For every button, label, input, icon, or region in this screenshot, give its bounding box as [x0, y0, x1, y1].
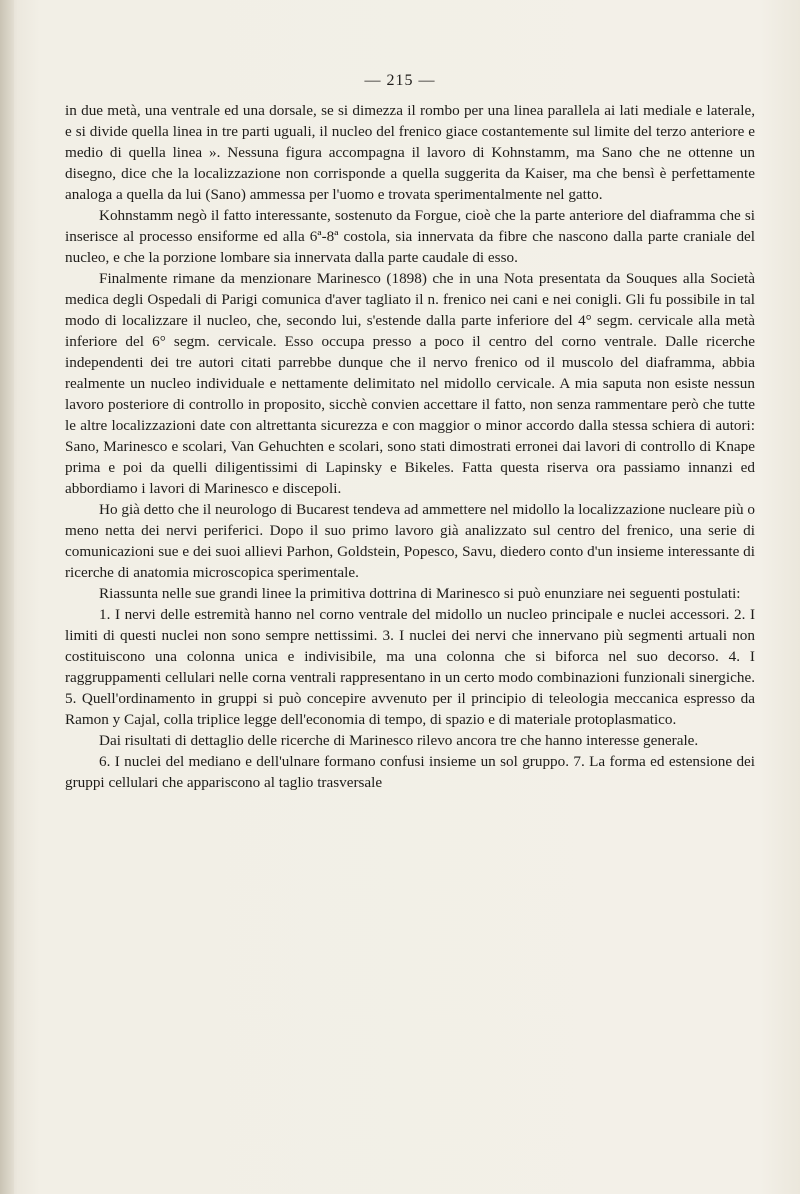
paragraph-risultati: Dai risultati di dettaglio delle ricerche di Marinesco rilevo ancora tre che hanno interesse generale. [99, 732, 699, 749]
paragraph-postulati-list: 1. I nervi delle estremità hanno nel corno ventrale del midollo un nucleo principale e nuclei accessori. 2. I limiti di questi nuclei non sono sempre nettissimi. 3. I nuclei dei nervi che innervano più segmenti artuali non costituiscono una colonna unica e indivisibile, ma una colonna che si biforca nel suo decorso. 4. I raggruppamenti cellulari nelle corna ventrali rappresentano in un certo modo combinazioni funzionali sinergiche. 5. Quell'ordinamento in gruppi si può concepire avvenuto per il principio di teleologia meccanica espresso da Ramon y Cajal, colla triplice legge dell'economia di tempo, di spazio e di materiale protoplasmatico. [65, 606, 755, 728]
body-text [65, 100, 755, 793]
paragraph-marinesco-1898: Finalmente rimane da menzionare Marinesco (1898) che in una Nota presentata da Souques alla Società medica degli Ospedali di Parigi comunica d'aver tagliato il n. frenico nei cani e nei conigli. Gli fu possibile in tal modo di localizzare il nucleo, che, secondo lui, s'estende dalla parte inferiore del 4° segm. cervicale alla metà inferiore del 6° segm. cervicale. Esso occupa presso a poco il centro del corno ventrale. Dalle ricerche independenti dei tre autori citati parrebbe dunque che il nervo frenico od il muscolo del diaframma, abbia realmente un nucleo individuale e nettamente delimitato nel midollo cervicale. A mia saputa non esiste nessun lavoro posteriore di controllo in proposito, sicchè convien accettare il fatto, non senza rammentare però che tutte le altre localizzazioni date con altrettanta sicurezza e con maggior o minor accordo dalla stessa schiera di autori: Sano, Marinesco e scolari, Van Gehuchten e scolari, sono stati dimostrati erronei dai lavori di controllo di Knape prima e poi da quelli diligentissimi di Lapinsky e Bikeles. Fatta questa riserva ora passiamo innanzi ed abbordiamo i lavori di Marinesco e discepoli. [65, 270, 755, 497]
paragraph-postulati-intro: Riassunta nelle sue grandi linee la primitiva dottrina di Marinesco si può enunziare nei seguenti postulati: [99, 585, 741, 602]
paragraph-bucarest: Ho già detto che il neurologo di Bucarest tendeva ad ammettere nel midollo la localizzazione nucleare più o meno netta dei nervi periferici. Dopo il suo primo lavoro già analizzato sul centro del frenico, una serie di comunicazioni sue e dei suoi allievi Parhon, Goldstein, Popesco, Savu, diedero conto d'un insieme interessante di ricerche di anatomia microscopica sperimentale. [65, 501, 755, 581]
page-number: — 215 — [364, 72, 436, 89]
paragraph-continuation: in due metà, una ventrale ed una dorsale, se si dimezza il rombo per una linea parallela ai lati mediale e laterale, e si divide quella linea in tre parti uguali, il nucleo del frenico giace costantemente sul limite del terzo anteriore e medio di quella linea ». Nessuna figura accompagna il lavoro di Kohnstamm, ma Sano che ne ottenne un disegno, dice che la localizzazione non corrisponde a quella suggerita da Kaiser, ma che bensì è perfettamente analoga a quella da lui (Sano) ammessa per l'uomo e trovata sperimentalmente nel gatto. [65, 102, 755, 203]
paragraph-numbered-6-7: 6. I nuclei del mediano e dell'ulnare formano confusi insieme un sol gruppo. 7. La forma ed estensione dei gruppi cellulari che appariscono al taglio trasversale [65, 753, 755, 791]
paragraph-kohnstamm: Kohnstamm negò il fatto interessante, sostenuto da Forgue, cioè che la parte anteriore del diaframma che si inserisce al processo ensiforme ed alla 6ª-8ª costola, sia innervata da fibre che nascono dalla parte craniale del nucleo, e che la porzione lombare sia innervata dalla parte caudale di esso. [65, 207, 755, 266]
page-binding-shadow [0, 0, 14, 1194]
